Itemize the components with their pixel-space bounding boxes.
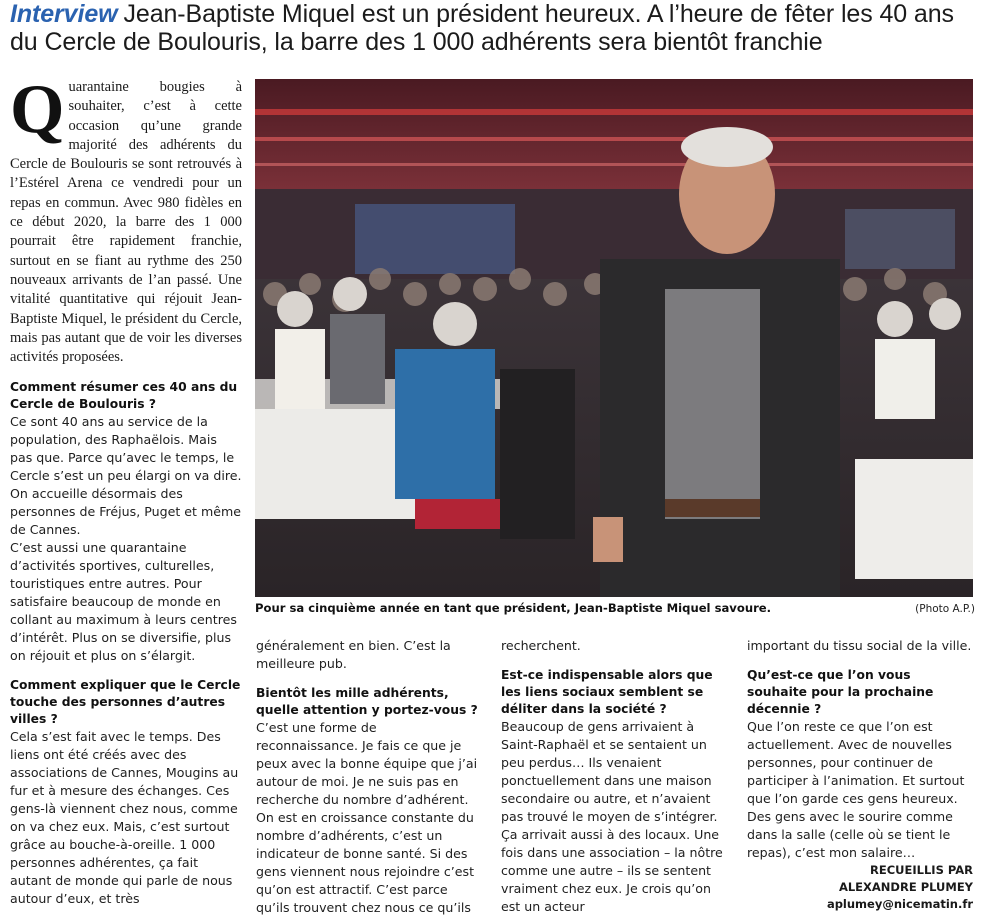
- answer-3-continued: recherchent.: [501, 638, 581, 653]
- answer-4: Beaucoup de gens arrivaient à Saint-Raphaël et se sentaient un peu perdus… Ils venaient ponctuellement dans une maison secondaire ou autre, et n’avaient pas trouvé le moyen de s’intégrer. Ça arrivait aussi à des locaux. Une fois dans une association – la nôtre comme une autre – ils se sentent vraiment chez eux. Je crois qu’on est un acteur: [501, 719, 723, 914]
- answer-5: Que l’on reste ce que l’on est actuellement. Avec de nouvelles personnes, pour continuer de participer à l’animation. Et surtout que l’on garde ces gens heureux. Des gens avec le sourire comme dans la salle (celle où se tient le repas), c’est mon salaire…: [747, 719, 965, 860]
- photo-caption: Pour sa cinquième année en tant que président, Jean-Baptiste Miquel savoure.: [255, 601, 772, 615]
- photo-illustration: [255, 79, 973, 597]
- headline-text: Jean-Baptiste Miquel est un président heureux. A l’heure de fêter les 40 ans du Cercle de Boulouris, la barre des 1 000 adhérents sera bientôt franchie: [10, 0, 954, 56]
- column-1: [10, 71, 242, 908]
- answer-1a: Ce sont 40 ans au service de la population, des Raphaëlois. Mais pas que. Parce qu’avec le temps, le Cercle s’est un peu élargi on va dire. On accueille désormais des personnes de Fréjus, Puget et même de Cannes.: [10, 414, 242, 538]
- byline-label: RECUEILLIS PAR: [870, 863, 973, 877]
- event-photo: [255, 79, 973, 597]
- answer-3: C’est une forme de reconnaissance. Je fais ce que je peux avec la bonne équipe que j’ai autour de moi. Je ne suis pas en recherche du nombre d’adhérent. On est en croissance constante du nombre d’adhérents, c’est un indicateur de bonne santé. Si des gens viennent nous rejoindre c’est qu’on est attractif. C’est parce qu’ils trouvent chez nous ce qu’ils: [256, 720, 478, 915]
- byline-email: aplumey@nicematin.fr: [826, 897, 973, 911]
- question-4: Est-ce indispensable alors que les liens sociaux semblent se déliter dans la société ?: [501, 668, 713, 716]
- lede-paragraph: [10, 71, 242, 367]
- lede-text: uarantaine bougies à souhaiter, c’est à cette occasion qu’une grande majorité des adhérents du Cercle de Boulouris se sont retrouvés à l’Estérel Arena ce vendredi pour un repas en commun. Avec 980 fidèles en ce début 2020, la barre des 1 000 pourrait être rapidement franchie, surtout en se fiant au rythme des 250 nouveaux arrivants de l’an passé. Une vitalité quantitative qui réjouit Jean-Baptiste Miquel, le président du Cercle, mais pas autant que de voir les diverses activités proposées.: [10, 79, 242, 366]
- question-1: Comment résumer ces 40 ans du Cercle de Boulouris ?: [10, 380, 238, 412]
- answer-4-continued: important du tissu social de la ville.: [747, 638, 972, 653]
- headline-kicker: Interview: [10, 0, 118, 28]
- column-2: [256, 637, 482, 917]
- answer-1b: C’est aussi une quarantaine d’activités sportives, culturelles, touristiques entre autres. Pour satisfaire beaucoup de monde en collant au maximum à leurs centres d’intérêt. Plus on se diversifie, plus on réjouit et plus on s’élargit.: [10, 540, 237, 664]
- headline: [10, 0, 982, 56]
- question-3: Bientôt les mille adhérents, quelle attention y portez-vous ?: [256, 686, 478, 717]
- question-2: Comment expliquer que le Cercle touche des personnes d’autres villes ?: [10, 678, 241, 727]
- column-4: [747, 637, 973, 913]
- column-3: [501, 637, 727, 916]
- byline-author: ALEXANDRE PLUMEY: [838, 880, 973, 894]
- photo-credit: (Photo A.P.): [915, 603, 975, 615]
- dropcap: Q: [10, 71, 65, 148]
- answer-2: Cela s’est fait avec le temps. Des liens ont été créés avec des associations de Cannes, Mougins au fur et à mesure des échanges. Ces gens-là viennent chez nous, comme on va chez eux. Mais, c’est surtout grâce au bouche-à-oreille. 1 000 personnes adhérentes, ça fait autant de monde qui parle de nous autour d’eux, et très: [10, 729, 239, 907]
- question-5: Qu’est-ce que l’on vous souhaite pour la prochaine décennie ?: [747, 668, 934, 716]
- answer-2-continued: généralement en bien. C’est la meilleure pub.: [256, 638, 451, 671]
